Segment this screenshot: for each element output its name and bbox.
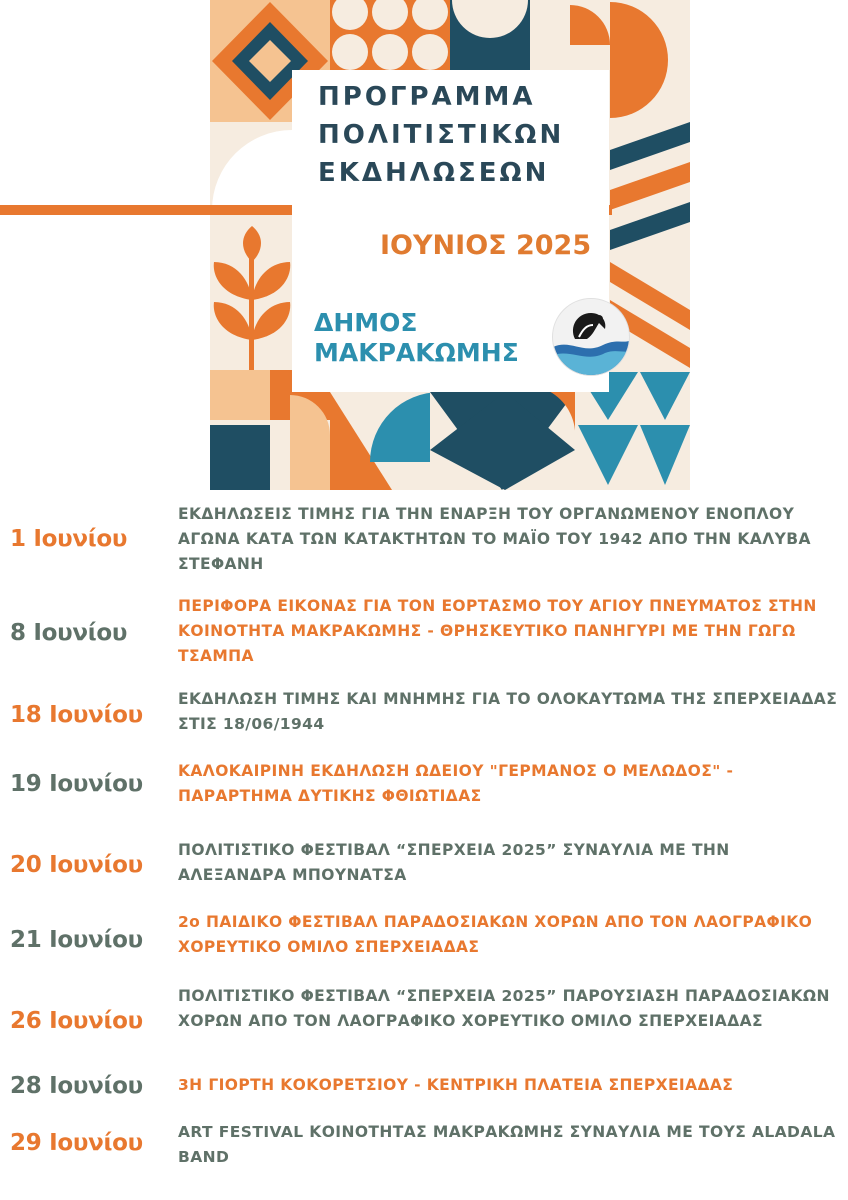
municipality-logo xyxy=(552,298,630,376)
poster-header xyxy=(0,0,848,490)
event-date: 26 Ιουνίου xyxy=(10,1008,143,1034)
events-list xyxy=(0,490,848,1200)
event-description: ΠΕΡΙΦΟΡΑ ΕΙΚΟΝΑΣ ΓΙΑ ΤΟΝ ΕΟΡΤΑΣΜΟ ΤΟΥ ΑΓΙΟΥ ΠΝΕΥΜΑΤΟΣ ΣΤΗΝ ΚΟΙΝΟΤΗΤΑ ΜΑΚΡΑΚΩΜΗΣ - ΘΡΗΣΚΕΥΤΙΚΟ ΠΑΝΗΓΥΡΙ ΜΕ ΤΗΝ ΓΩΓΩ ΤΣΑΜΠΑ xyxy=(178,597,817,665)
event-date: 1 Ιουνίου xyxy=(10,526,128,552)
event-description: ΕΚΔΗΛΩΣΕΙΣ ΤΙΜΗΣ ΓΙΑ ΤΗΝ ΕΝΑΡΞΗ ΤΟΥ ΟΡΓΑΝΩΜΕΝΟΥ ΕΝΟΠΛΟΥ ΑΓΩΝΑ ΚΑΤΑ ΤΩΝ ΚΑΤΑΚΤΗΤΩΝ ΤΟ ΜΑΪΟ ΤΟΥ 1942 ΑΠΟ ΤΗΝ ΚΑΛΥΒΑ ΣΤΕΦΑΝΗ xyxy=(178,505,811,573)
event-description: 2ο ΠΑΙΔΙΚΟ ΦΕΣΤΙΒΑΛ ΠΑΡΑΔΟΣΙΑΚΩΝ ΧΟΡΩΝ ΑΠΟ ΤΟΝ ΛΑΟΓΡΑΦΙΚΟ ΧΟΡΕΥΤΙΚΟ ΟΜΙΛΟ ΣΠΕΡΧΕΙΑΔΑΣ xyxy=(178,913,813,956)
title-line-2: ΠΟΛΙΤΙΣΤΙΚΩΝ xyxy=(318,120,565,150)
municipality-line-1: ΔΗΜΟΣ xyxy=(314,308,418,337)
event-date: 21 Ιουνίου xyxy=(10,927,143,953)
event-date: 19 Ιουνίου xyxy=(10,771,143,797)
event-description: ΚΑΛΟΚΑΙΡΙΝΗ ΕΚΔΗΛΩΣΗ ΩΔΕΙΟΥ "ΓΕΡΜΑΝΟΣ Ο ΜΕΛΩΔΟΣ" - ΠΑΡΑΡΤΗΜΑ ΔΥΤΙΚΗΣ ΦΘΙΩΤΙΔΑΣ xyxy=(178,762,734,805)
month-label: ΙΟΥΝΙΟΣ 2025 xyxy=(380,230,592,261)
event-date: 18 Ιουνίου xyxy=(10,702,143,728)
event-description: ART FESTIVAL ΚΟΙΝΟΤΗΤΑΣ ΜΑΚΡΑΚΩΜΗΣ ΣΥΝΑΥΛΙΑ ΜΕ ΤΟΥΣ ALADALA BAND xyxy=(178,1123,836,1166)
title-line-3: ΕΚΔΗΛΩΣΕΩΝ xyxy=(318,158,550,188)
event-description: 3Η ΓΙΟΡΤΗ ΚΟΚΟΡΕΤΣΙΟΥ - ΚΕΝΤΡΙΚΗ ΠΛΑΤΕΙΑ ΣΠΕΡΧΕΙΑΔΑΣ xyxy=(178,1076,734,1094)
title-box xyxy=(292,70,609,392)
event-date: 8 Ιουνίου xyxy=(10,620,128,646)
logo-emblem-icon xyxy=(553,299,629,375)
event-description: ΕΚΔΗΛΩΣΗ ΤΙΜΗΣ ΚΑΙ ΜΝΗΜΗΣ ΓΙΑ ΤΟ ΟΛΟΚΑΥΤΩΜΑ ΤΗΣ ΣΠΕΡΧΕΙΑΔΑΣ ΣΤΙΣ 18/06/1944 xyxy=(178,690,838,733)
event-date: 20 Ιουνίου xyxy=(10,852,143,878)
event-date: 29 Ιουνίου xyxy=(10,1130,143,1156)
event-description: ΠΟΛΙΤΙΣΤΙΚΟ ΦΕΣΤΙΒΑΛ “ΣΠΕΡΧΕΙΑ 2025” ΠΑΡΟΥΣΙΑΣΗ ΠΑΡΑΔΟΣΙΑΚΩΝ ΧΟΡΩΝ ΑΠΟ ΤΟΝ ΛΑΟΓΡΑΦΙΚΟ ΧΟΡΕΥΤΙΚΟ ΟΜΙΛΟ ΣΠΕΡΧΕΙΑΔΑΣ xyxy=(178,987,830,1030)
municipality-line-2: ΜΑΚΡΑΚΩΜΗΣ xyxy=(314,338,519,367)
event-date: 28 Ιουνίου xyxy=(10,1073,143,1099)
event-description: ΠΟΛΙΤΙΣΤΙΚΟ ΦΕΣΤΙΒΑΛ “ΣΠΕΡΧΕΙΑ 2025” ΣΥΝΑΥΛΙΑ ΜΕ ΤΗΝ ΑΛΕΞΑΝΔΡΑ ΜΠΟΥΝΑΤΣΑ xyxy=(178,841,730,884)
title-line-1: ΠΡΟΓΡΑΜΜΑ xyxy=(318,82,536,112)
